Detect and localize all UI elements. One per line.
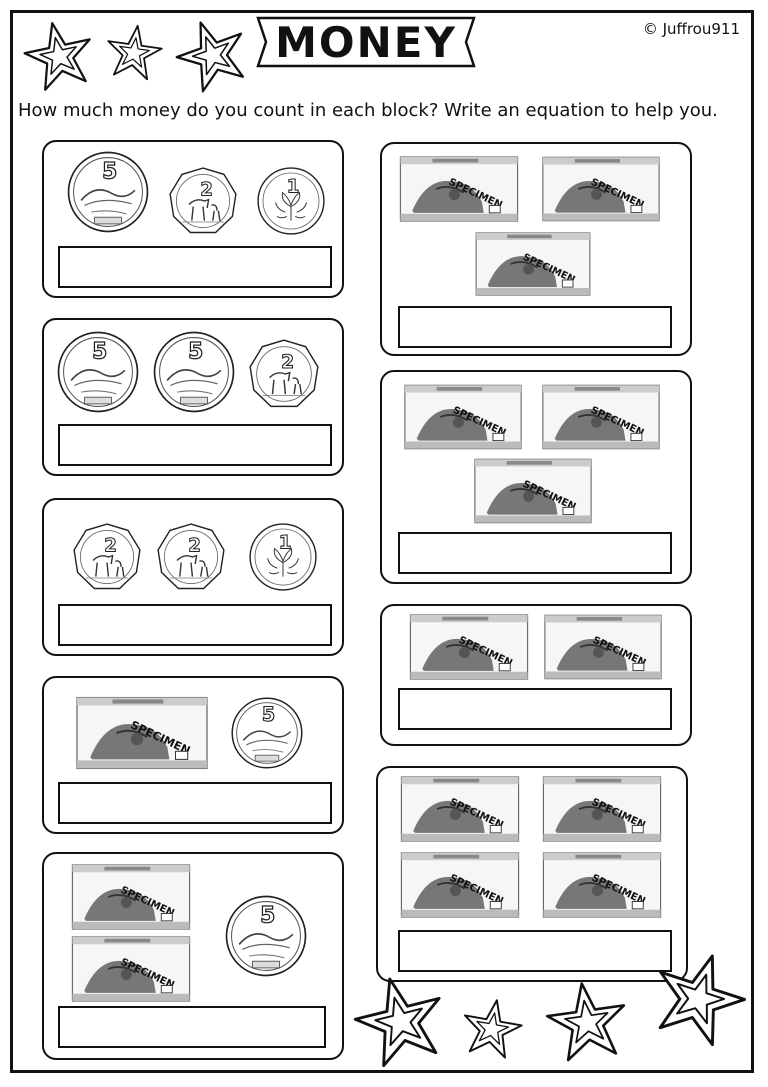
answer-box[interactable] xyxy=(398,688,672,730)
two-rand-coin-icon xyxy=(156,522,226,592)
ten-rand-note-icon xyxy=(542,776,662,842)
money-block-4 xyxy=(42,676,344,834)
ten-rand-note-icon xyxy=(400,852,520,918)
fifty-rand-note-icon xyxy=(70,864,192,930)
twenty-rand-note-icon xyxy=(70,936,192,1002)
ten-rand-note-icon xyxy=(474,232,592,296)
money-block-3 xyxy=(42,498,344,656)
five-rand-coin-icon xyxy=(230,696,304,770)
ten-rand-note-icon xyxy=(542,852,662,918)
answer-box[interactable] xyxy=(398,532,672,574)
copyright-text: © Juffrou911 xyxy=(642,20,740,38)
page-title: MONEY xyxy=(275,17,457,67)
one-rand-coin-icon xyxy=(248,522,318,592)
money-block-9 xyxy=(376,766,688,982)
two-rand-coin-icon xyxy=(248,338,320,410)
two-rand-coin-icon xyxy=(72,522,142,592)
answer-box[interactable] xyxy=(58,1006,326,1048)
answer-box[interactable] xyxy=(58,782,332,824)
star-icon xyxy=(455,991,529,1065)
one-rand-coin-icon xyxy=(256,166,326,236)
money-block-2 xyxy=(42,318,344,476)
ten-rand-note-icon xyxy=(76,696,208,770)
money-block-7 xyxy=(380,370,692,584)
five-rand-coin-icon xyxy=(224,894,308,978)
answer-box[interactable] xyxy=(58,604,332,646)
fifty-rand-note-icon xyxy=(396,156,522,222)
answer-box[interactable] xyxy=(58,246,332,288)
five-rand-coin-icon xyxy=(66,150,150,234)
ten-rand-note-icon xyxy=(544,614,662,680)
money-block-5 xyxy=(42,852,344,1060)
star-icon xyxy=(15,11,103,99)
answer-box[interactable] xyxy=(58,424,332,466)
answer-box[interactable] xyxy=(398,930,672,972)
fifty-rand-note-icon xyxy=(408,614,530,680)
twenty-rand-note-icon xyxy=(542,156,660,222)
two-rand-coin-icon xyxy=(168,166,238,236)
star-icon xyxy=(538,972,635,1069)
ten-rand-note-icon xyxy=(474,458,592,524)
money-block-8 xyxy=(380,604,692,746)
twenty-rand-note-icon xyxy=(542,384,660,450)
ten-rand-note-icon xyxy=(400,776,520,842)
twenty-rand-note-icon xyxy=(404,384,522,450)
money-block-1 xyxy=(42,140,344,298)
instruction-text: How much money do you count in each block? Write an equation to help you. xyxy=(18,100,718,121)
star-icon xyxy=(100,18,168,86)
money-block-6 xyxy=(380,142,692,356)
five-rand-coin-icon xyxy=(56,330,140,414)
five-rand-coin-icon xyxy=(152,330,236,414)
answer-box[interactable] xyxy=(398,306,672,348)
